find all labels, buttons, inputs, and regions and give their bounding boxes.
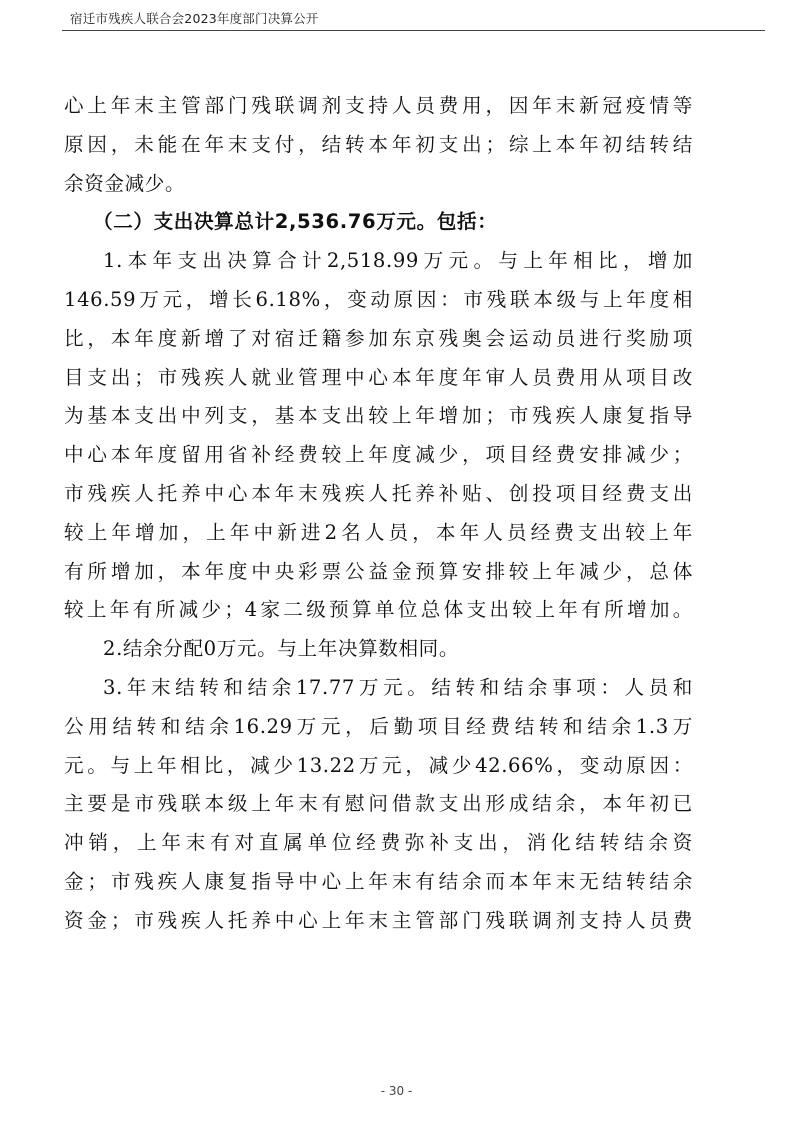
- paragraph-line: 比，本年度新增了对宿迁籍参加东京残奥会运动员进行奖励项: [64, 326, 693, 350]
- paragraph-line: 资金；市残疾人托养中心上年末主管部门残联调剂支持人员费: [64, 908, 693, 932]
- paragraph-line: 较上年有所减少；4家二级预算单位总体支出较上年有所增加。: [64, 598, 693, 622]
- paragraph-line: 有所增加，本年度中央彩票公益金预算安排较上年减少，总体: [64, 559, 693, 583]
- paragraph-line: 余资金减少。: [64, 171, 186, 195]
- paragraph-line: 3.年末结转和结余17.77万元。结转和结余事项：人员和: [103, 675, 693, 699]
- paragraph-line: 公用结转和结余16.29万元，后勤项目经费结转和结余1.3万: [64, 714, 693, 738]
- running-header: 宿迁市残疾人联合会2023年度部门决算公开: [70, 11, 319, 26]
- paragraph-line: 为基本支出中列支，基本支出较上年增加；市残疾人康复指导: [64, 404, 693, 428]
- paragraph-line: 主要是市残联本级上年末有慰问借款支出形成结余，本年初已: [64, 792, 693, 816]
- paragraph-line: 较上年增加，上年中新进2名人员，本年人员经费支出较上年: [64, 520, 693, 544]
- paragraph-line: 金；市残疾人康复指导中心上年末有结余而本年末无结转结余: [64, 869, 693, 893]
- section-heading: （二）支出决算总计2,536.76万元。包括：: [93, 210, 498, 234]
- paragraph-line: 目支出；市残疾人就业管理中心本年度年审人员费用从项目改: [64, 365, 693, 389]
- paragraph-line: 中心本年度留用省补经费较上年度减少，项目经费安排减少；: [64, 443, 693, 467]
- paragraph-line: 市残疾人托养中心本年末残疾人托养补贴、创投项目经费支出: [64, 481, 693, 505]
- paragraph-line: 2.结余分配0万元。与上年决算数相同。: [103, 637, 460, 661]
- paragraph-line: 1.本年支出决算合计2,518.99万元。与上年相比，增加: [103, 249, 693, 273]
- page-number: - 30 -: [380, 1084, 413, 1098]
- paragraph-line: 146.59万元，增长6.18%，变动原因：市残联本级与上年度相: [64, 287, 693, 311]
- header-divider: [62, 30, 765, 31]
- paragraph-line: 原因，未能在年末支付，结转本年初支出；综上本年初结转结: [64, 132, 693, 156]
- paragraph-line: 心上年末主管部门残联调剂支持人员费用，因年末新冠疫情等: [64, 94, 693, 117]
- paragraph-line: 元。与上年相比，减少13.22万元，减少42.66%，变动原因：: [64, 753, 693, 777]
- document-body: [64, 87, 693, 941]
- paragraph-line: 冲销，上年末有对直属单位经费弥补支出，消化结转结余资: [64, 831, 693, 855]
